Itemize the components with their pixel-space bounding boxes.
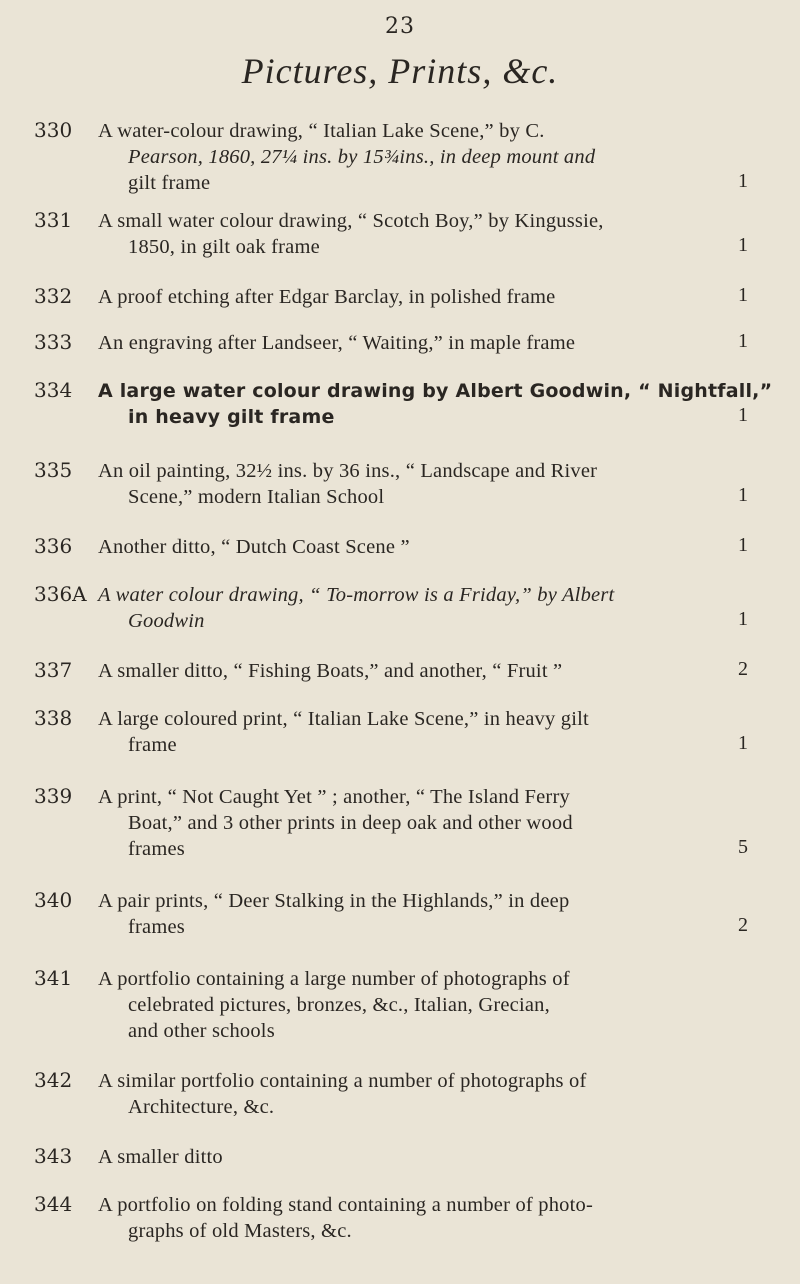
lot-number: 338 bbox=[34, 706, 73, 730]
lot-line: A smaller ditto bbox=[98, 1146, 223, 1168]
lot-number: 341 bbox=[34, 966, 73, 990]
lot-number: 332 bbox=[34, 284, 73, 308]
lot-number: 336 bbox=[34, 534, 73, 558]
lot-line: graphs of old Masters, &c. bbox=[128, 1220, 352, 1242]
lot-line: A proof etching after Edgar Barclay, in polished frame bbox=[98, 286, 556, 308]
lot-line: Architecture, &c. bbox=[128, 1096, 275, 1118]
page-number: 23 bbox=[385, 14, 415, 39]
lot-line: and other schools bbox=[128, 1020, 275, 1042]
lot-description bbox=[98, 888, 744, 940]
lot-description bbox=[98, 658, 744, 684]
lot-description bbox=[98, 1144, 744, 1170]
lot-line: Pearson, 1860, 27¼ ins. by 15¾ins., in deep mount and bbox=[128, 146, 596, 168]
lot-line: A similar portfolio containing a number of photographs of bbox=[98, 1070, 587, 1092]
lot-description bbox=[98, 706, 744, 758]
lot-description bbox=[98, 966, 744, 1044]
lot-line: An oil painting, 32½ ins. by 36 ins., “ Landscape and River bbox=[98, 460, 598, 482]
lot-line: A pair prints, “ Deer Stalking in the Highlands,” in deep bbox=[98, 890, 570, 912]
lot-quantity: 1 bbox=[738, 234, 748, 256]
lot-description bbox=[98, 784, 744, 862]
lot-number: 330 bbox=[34, 118, 73, 142]
lot-number: 337 bbox=[34, 658, 73, 682]
lot-line: Another ditto, “ Dutch Coast Scene ” bbox=[98, 536, 410, 558]
lot-description bbox=[98, 208, 744, 260]
lot-line: celebrated pictures, bronzes, &c., Italian, Grecian, bbox=[128, 994, 550, 1016]
lot-quantity: 2 bbox=[738, 914, 748, 936]
lot-description bbox=[98, 534, 744, 560]
lot-line: A large coloured print, “ Italian Lake Scene,” in heavy gilt bbox=[98, 708, 589, 730]
lot-description bbox=[98, 1192, 744, 1244]
lot-line: Goodwin bbox=[128, 610, 205, 632]
lot-line: frames bbox=[128, 838, 185, 860]
lot-description bbox=[98, 330, 744, 356]
lot-number: 340 bbox=[34, 888, 73, 912]
lot-number: 339 bbox=[34, 784, 73, 808]
lot-line: A small water colour drawing, “ Scotch Boy,” by Kingussie, bbox=[98, 210, 604, 232]
lot-line: in heavy gilt frame bbox=[128, 406, 335, 428]
lot-line: An engraving after Landseer, “ Waiting,” in maple frame bbox=[98, 332, 576, 354]
lot-line: frame bbox=[128, 734, 177, 756]
lot-description bbox=[98, 458, 744, 510]
lot-quantity: 1 bbox=[738, 284, 748, 306]
lot-quantity: 1 bbox=[738, 732, 748, 754]
lot-line: 1850, in gilt oak frame bbox=[128, 236, 320, 258]
lot-quantity: 5 bbox=[738, 836, 748, 858]
lot-quantity: 1 bbox=[738, 534, 748, 556]
lot-description bbox=[98, 582, 744, 634]
lot-description bbox=[98, 118, 744, 196]
lot-description bbox=[98, 378, 773, 430]
lot-line: gilt frame bbox=[128, 172, 211, 194]
lot-line: A smaller ditto, “ Fishing Boats,” and another, “ Fruit ” bbox=[98, 660, 563, 682]
lot-number: 336A bbox=[34, 582, 87, 606]
lot-quantity: 1 bbox=[738, 484, 748, 506]
lot-number: 331 bbox=[34, 208, 73, 232]
lot-number: 333 bbox=[34, 330, 73, 354]
lot-quantity: 1 bbox=[738, 608, 748, 630]
section-title: Pictures, Prints, &c. bbox=[241, 51, 559, 91]
lot-number: 335 bbox=[34, 458, 73, 482]
lot-line: frames bbox=[128, 916, 185, 938]
lot-line: A water-colour drawing, “ Italian Lake Scene,” by C. bbox=[98, 120, 545, 142]
lot-line: A portfolio on folding stand containing a number of photo- bbox=[98, 1194, 593, 1216]
lot-quantity: 1 bbox=[738, 170, 748, 192]
lot-line: A water colour drawing, “ To-morrow is a Friday,” by Albert bbox=[98, 584, 615, 606]
lot-description bbox=[98, 1068, 744, 1120]
lot-number: 343 bbox=[34, 1144, 73, 1168]
lot-line: A portfolio containing a large number of photographs of bbox=[98, 968, 570, 990]
lot-number: 342 bbox=[34, 1068, 73, 1092]
lot-quantity: 1 bbox=[738, 330, 748, 352]
lot-description bbox=[98, 284, 744, 310]
lot-line: A print, “ Not Caught Yet ” ; another, “ The Island Ferry bbox=[98, 786, 570, 808]
lot-line: Boat,” and 3 other prints in deep oak and other wood bbox=[128, 812, 573, 834]
lot-number: 334 bbox=[34, 378, 73, 402]
lot-quantity: 1 bbox=[738, 404, 748, 426]
lot-number: 344 bbox=[34, 1192, 73, 1216]
lot-quantity: 2 bbox=[738, 658, 748, 680]
lot-line: Scene,” modern Italian School bbox=[128, 486, 385, 508]
lot-line: A large water colour drawing by Albert Goodwin, “ Nightfall,” bbox=[98, 380, 773, 402]
